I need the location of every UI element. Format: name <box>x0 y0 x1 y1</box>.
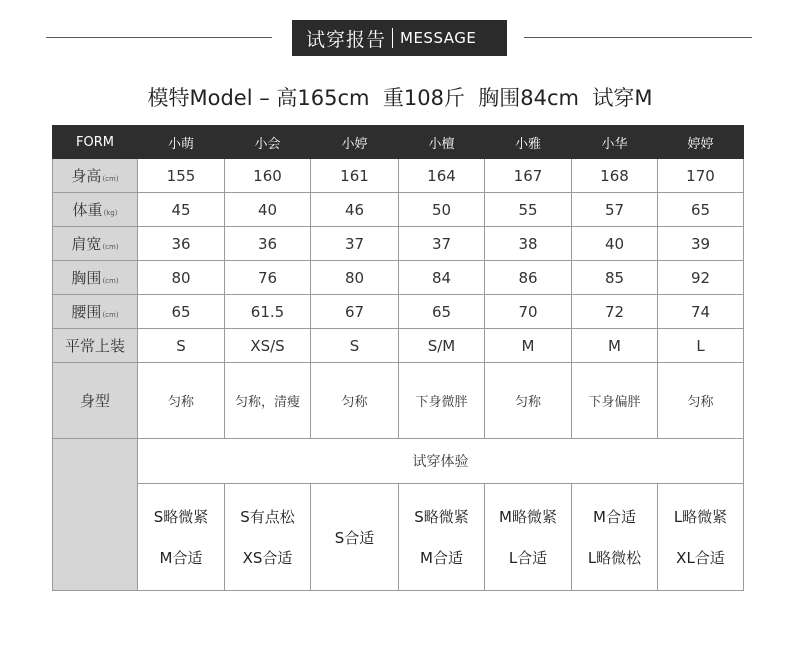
body-type-cell: 下身微胖 <box>399 363 485 439</box>
table-cell: 38 <box>485 227 572 261</box>
report-header <box>0 20 800 56</box>
body-type-row <box>53 363 744 439</box>
table-row <box>53 261 744 295</box>
row-label: 身高 <box>71 167 102 185</box>
table-cell: 76 <box>225 261 311 295</box>
table-cell: 170 <box>658 159 744 193</box>
table-cell: S <box>138 329 225 363</box>
body-type-cell: 匀称 <box>311 363 399 439</box>
table-row <box>53 159 744 193</box>
table-cell: S/M <box>399 329 485 363</box>
row-unit: (cm) <box>102 243 119 251</box>
size-table <box>52 125 744 591</box>
table-cell: 61.5 <box>225 295 311 329</box>
table-cell: 55 <box>485 193 572 227</box>
header-separator <box>392 28 393 48</box>
table-cell: 70 <box>485 295 572 329</box>
model-name-header: 婷婷 <box>658 126 744 159</box>
body-type-cell: 匀称 <box>485 363 572 439</box>
row-label-cell <box>53 261 138 295</box>
experience-line: M略微紧 <box>499 508 557 526</box>
table-row <box>53 227 744 261</box>
model-name-header: 小檀 <box>399 126 485 159</box>
row-label-cell <box>53 295 138 329</box>
experience-title: 试穿体验 <box>138 439 744 484</box>
header-badge <box>292 20 507 56</box>
table-cell: 155 <box>138 159 225 193</box>
table-header-row <box>53 126 744 159</box>
table-cell: 65 <box>399 295 485 329</box>
row-unit: (cm) <box>102 311 119 319</box>
header-divider-right <box>524 37 752 38</box>
header-title-en: MESSAGE <box>400 29 477 47</box>
row-label: 体重 <box>72 201 103 219</box>
experience-line: L合适 <box>508 549 548 567</box>
table-cell: 40 <box>572 227 658 261</box>
row-label: 肩宽 <box>71 235 102 253</box>
table-cell: 39 <box>658 227 744 261</box>
experience-line: S合适 <box>334 528 375 547</box>
experience-line: M合适 <box>159 549 203 567</box>
table-cell: 160 <box>225 159 311 193</box>
table-cell: 45 <box>138 193 225 227</box>
table-cell: 67 <box>311 295 399 329</box>
table-cell: 72 <box>572 295 658 329</box>
table-cell: 36 <box>225 227 311 261</box>
experience-cell <box>572 484 658 591</box>
table-cell: M <box>485 329 572 363</box>
header-title-cn: 试穿报告 <box>306 28 387 51</box>
body-type-cell: 匀称 <box>658 363 744 439</box>
table-cell: 36 <box>138 227 225 261</box>
body-type-cell: 匀称 <box>138 363 225 439</box>
row-label-cell <box>53 159 138 193</box>
table-cell: 74 <box>658 295 744 329</box>
table-row <box>53 329 744 363</box>
row-unit: (cm) <box>102 277 119 285</box>
experience-title-row <box>53 439 744 484</box>
table-cell: 92 <box>658 261 744 295</box>
table-cell: 65 <box>658 193 744 227</box>
experience-label-blank <box>53 439 138 591</box>
table-cell: 86 <box>485 261 572 295</box>
table-row <box>53 193 744 227</box>
table-cell: XS/S <box>225 329 311 363</box>
model-name-header: 小会 <box>225 126 311 159</box>
experience-line: S有点松 <box>240 508 295 526</box>
experience-cell <box>399 484 485 591</box>
model-info: 模特Model – 高165cm 重108斤 胸围84cm 试穿M <box>147 86 653 110</box>
table-cell: M <box>572 329 658 363</box>
experience-line: S略微紧 <box>414 508 469 526</box>
table-cell: 161 <box>311 159 399 193</box>
experience-line: M合适 <box>593 508 636 526</box>
experience-cell <box>138 484 225 591</box>
table-cell: 37 <box>311 227 399 261</box>
body-type-cell: 匀称，清瘦 <box>225 363 311 439</box>
experience-line: M合适 <box>420 549 463 567</box>
table-cell: 40 <box>225 193 311 227</box>
table-cell: 57 <box>572 193 658 227</box>
table-cell: 50 <box>399 193 485 227</box>
table-cell: 65 <box>138 295 225 329</box>
experience-line: XL合适 <box>676 549 725 567</box>
model-name-header: 小萌 <box>138 126 225 159</box>
model-name-header: 小雅 <box>485 126 572 159</box>
experience-line: XS合适 <box>242 549 293 567</box>
table-cell: S <box>311 329 399 363</box>
row-unit: (cm) <box>102 175 119 183</box>
experience-cell <box>658 484 744 591</box>
table-cell: 46 <box>311 193 399 227</box>
table-cell: 84 <box>399 261 485 295</box>
row-label: 腰围 <box>71 303 102 321</box>
row-label-cell <box>53 329 138 363</box>
experience-line: L略微紧 <box>673 508 728 526</box>
experience-cell <box>225 484 311 591</box>
experience-cell <box>311 484 399 591</box>
header-divider-left <box>46 37 272 38</box>
table-cell: 37 <box>399 227 485 261</box>
table-cell: 167 <box>485 159 572 193</box>
form-header-cell: FORM <box>53 126 138 159</box>
experience-cell <box>485 484 572 591</box>
table-row <box>53 295 744 329</box>
table-cell: 80 <box>311 261 399 295</box>
row-label-cell <box>53 227 138 261</box>
table-cell: 80 <box>138 261 225 295</box>
table-cell: L <box>658 329 744 363</box>
experience-row <box>53 484 744 591</box>
table-cell: 85 <box>572 261 658 295</box>
body-type-label: 身型 <box>53 363 138 439</box>
model-name-header: 小华 <box>572 126 658 159</box>
table-cell: 164 <box>399 159 485 193</box>
experience-line: L略微松 <box>587 549 642 567</box>
model-name-header: 小婷 <box>311 126 399 159</box>
experience-line: S略微紧 <box>153 508 209 526</box>
row-unit: (kg) <box>103 209 118 217</box>
body-type-cell: 下身偏胖 <box>572 363 658 439</box>
row-label: 平常上装 <box>64 337 125 355</box>
row-label-cell <box>53 193 138 227</box>
table-cell: 168 <box>572 159 658 193</box>
row-label: 胸围 <box>71 269 102 287</box>
